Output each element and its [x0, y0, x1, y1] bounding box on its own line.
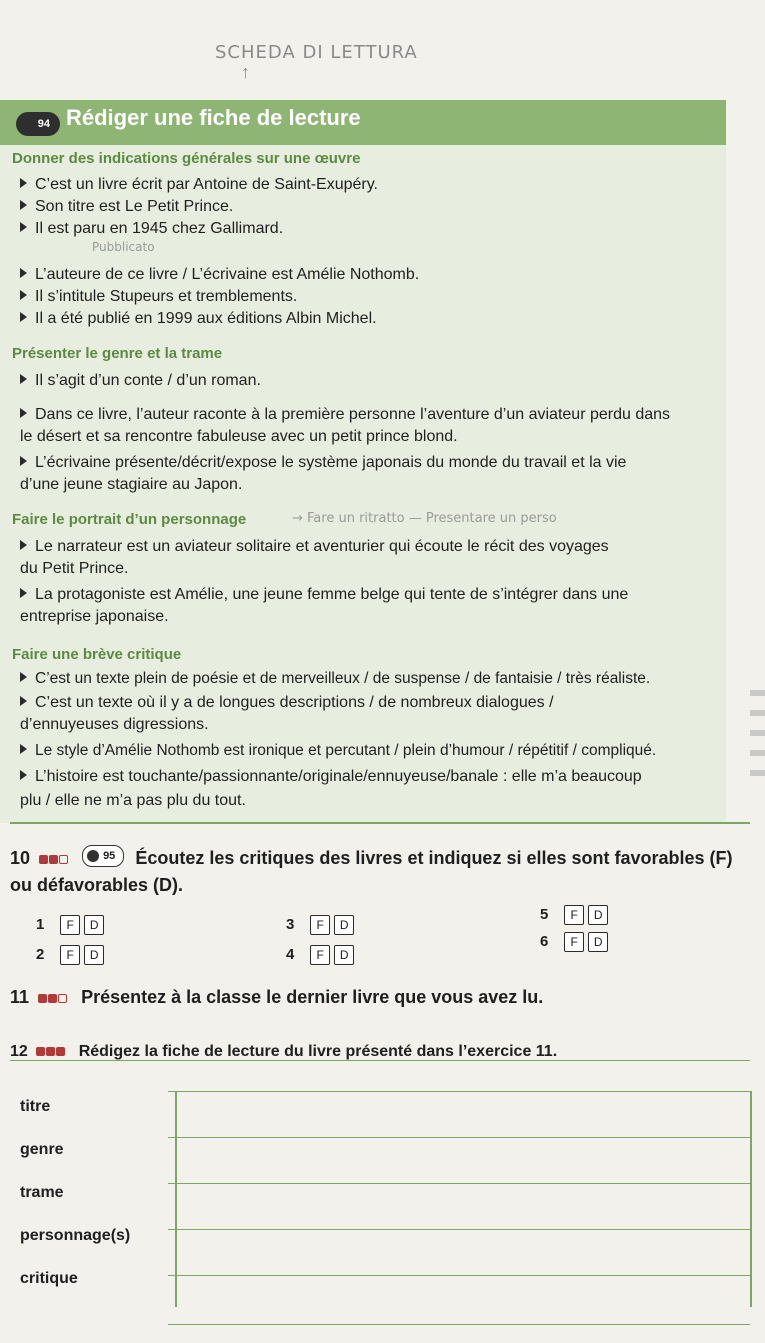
exercise-number: 11	[10, 987, 30, 1007]
list-item-continuation: entreprise japonaise.	[20, 608, 169, 625]
list-item: C’est un livre écrit par Antoine de Saint-Exupéry.	[20, 174, 378, 196]
list-item: L’écrivaine présente/décrit/expose le système japonais du monde du travail et la vie	[20, 452, 720, 474]
table-row-answer[interactable]	[168, 1229, 750, 1276]
bullet-icon	[20, 696, 27, 706]
list-item: Il s’intitule Stupeurs et tremblements.	[20, 286, 297, 308]
exercise-text: Rédigez la fiche de lecture du livre présenté dans l’exercice 11.	[78, 1043, 558, 1060]
checkbox-f[interactable]: F	[564, 905, 584, 925]
list-item: Son titre est Le Petit Prince.	[20, 196, 233, 218]
answer-item: 6 F D	[540, 932, 612, 952]
difficulty-icon	[39, 845, 73, 857]
list-item-continuation: plu / elle ne m’a pas plu du tout.	[20, 792, 246, 809]
list-item: Le style d’Amélie Nothomb est ironique et percutant / plein d’humour / répétitif / compliqué.	[20, 740, 730, 762]
bullet-icon	[20, 744, 27, 754]
list-item: Il a été publié en 1999 aux éditions Albin Michel.	[20, 308, 377, 330]
table-row-answer[interactable]	[168, 1183, 750, 1230]
answer-item: 3 F D	[286, 915, 358, 935]
page-title: Rédiger une fiche de lecture	[66, 105, 361, 130]
checkbox-d[interactable]: D	[334, 915, 354, 935]
table-label-critique: critique	[20, 1270, 78, 1287]
checkbox-d[interactable]: D	[334, 945, 354, 965]
table-label-genre: genre	[20, 1141, 64, 1158]
checkbox-f[interactable]: F	[564, 932, 584, 952]
bullet-icon	[20, 222, 27, 232]
pencil-note: → Fare un ritratto — Presentare un perso	[292, 511, 557, 526]
section-heading-general: Donner des indications générales sur une œuvre	[12, 150, 361, 167]
bullet-icon	[20, 672, 27, 682]
divider	[10, 822, 750, 824]
audio-track-badge[interactable]	[16, 112, 60, 136]
list-item: Il est paru en 1945 chez Gallimard.	[20, 218, 283, 240]
answer-item: 1 F D	[36, 915, 108, 935]
exercise-10-instruction	[10, 845, 760, 871]
list-item-continuation: d’une jeune stagiaire au Japon.	[20, 476, 243, 493]
handwritten-note: SCHEDA DI LETTURA	[215, 42, 418, 63]
bullet-icon	[20, 200, 27, 210]
checkbox-d[interactable]: D	[588, 932, 608, 952]
table-row-answer[interactable]	[168, 1275, 750, 1325]
exercise-10-instruction-cont: ou défavorables (D).	[10, 875, 184, 895]
checkbox-f[interactable]: F	[310, 915, 330, 935]
list-item: Il s’agit d’un conte / d’un roman.	[20, 370, 261, 392]
difficulty-icon	[38, 984, 72, 996]
list-item-continuation: d’ennuyeuses digressions.	[20, 716, 209, 733]
answer-item: 2 F D	[36, 945, 108, 965]
table-row-answer[interactable]	[168, 1091, 750, 1138]
exercise-number: 12	[10, 1043, 28, 1060]
bullet-icon	[20, 268, 27, 278]
bullet-icon	[20, 178, 27, 188]
table-divider	[175, 1091, 177, 1307]
bullet-icon	[20, 374, 27, 384]
checkbox-f[interactable]: F	[60, 945, 80, 965]
list-item: L’histoire est touchante/passionnante/originale/ennuyeuse/banale : elle m’a beaucoup	[20, 766, 642, 788]
bullet-icon	[20, 290, 27, 300]
table-top-border	[10, 1060, 750, 1092]
exercise-text: Présentez à la classe le dernier livre que vous avez lu.	[81, 987, 544, 1007]
bullet-icon	[20, 312, 27, 322]
checkbox-d[interactable]: D	[84, 945, 104, 965]
pencil-note: Pubblicato	[92, 240, 155, 254]
list-item: L’auteure de ce livre / L’écrivaine est Amélie Nothomb.	[20, 264, 419, 286]
bullet-icon	[20, 540, 27, 550]
handwritten-arrow-icon: ↑	[241, 62, 250, 82]
exercise-number: 10	[10, 848, 31, 868]
checkbox-f[interactable]: F	[60, 915, 80, 935]
page-edge-tabs	[750, 690, 765, 790]
bullet-icon	[20, 588, 27, 598]
answer-item: 5 F D	[540, 905, 612, 925]
list-item: C’est un texte plein de poésie et de merveilleux / de suspense / de fantaisie / très réaliste.	[20, 668, 730, 690]
checkbox-f[interactable]: F	[310, 945, 330, 965]
table-row-answer[interactable]	[168, 1137, 750, 1184]
section-heading-genre: Présenter le genre et la trame	[12, 345, 223, 362]
section-heading-critique: Faire une brève critique	[12, 646, 182, 663]
list-item-continuation: du Petit Prince.	[20, 560, 129, 577]
table-label-personnages: personnage(s)	[20, 1227, 131, 1244]
list-item: Dans ce livre, l’auteur raconte à la première personne l’aventure d’un aviateur perdu dans	[20, 404, 720, 426]
bullet-icon	[20, 770, 27, 780]
section-heading-portrait: Faire le portrait d’un personnage	[12, 511, 247, 528]
table-label-titre: titre	[20, 1098, 51, 1115]
speaker-icon	[87, 850, 99, 862]
audio-track-badge[interactable]: 95	[82, 845, 124, 867]
exercise-text: Écoutez les critiques des livres et indiquez si elles sont favorables (F)	[135, 848, 733, 868]
list-item: Le narrateur est un aviateur solitaire et aventurier qui écoute le récit des voyages	[20, 536, 720, 558]
answer-item: 4 F D	[286, 945, 358, 965]
checkbox-d[interactable]: D	[588, 905, 608, 925]
list-item: C’est un texte où il y a de longues descriptions / de nombreux dialogues /	[20, 692, 554, 714]
table-label-trame: trame	[20, 1184, 64, 1201]
bullet-icon	[20, 408, 27, 418]
track-number: 94	[37, 118, 50, 130]
checkbox-d[interactable]: D	[84, 915, 104, 935]
exercise-11-instruction	[10, 984, 543, 1010]
difficulty-icon	[36, 1039, 70, 1051]
bullet-icon	[20, 456, 27, 466]
table-border	[750, 1091, 752, 1307]
list-item-continuation: le désert et sa rencontre fabuleuse avec un petit prince blond.	[20, 428, 458, 445]
list-item: La protagoniste est Amélie, une jeune femme belge qui tente de s’intégrer dans une	[20, 584, 720, 606]
